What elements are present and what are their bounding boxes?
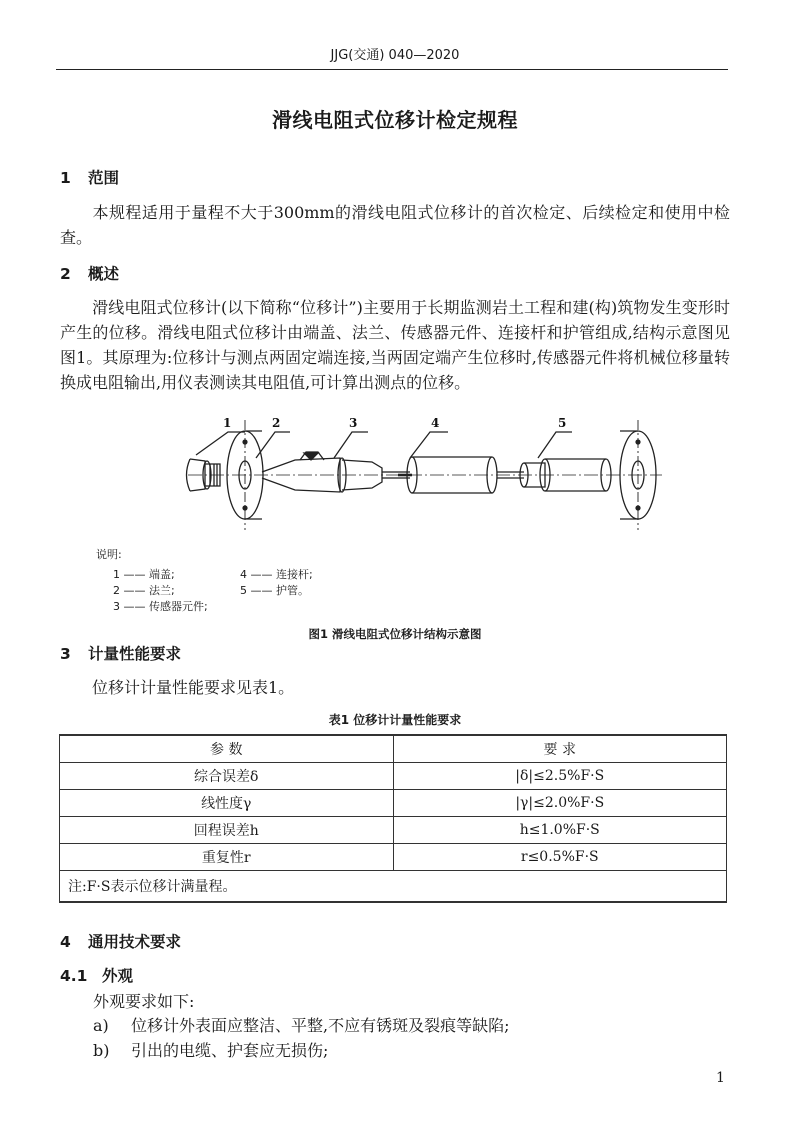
callout-2: 2 [272,416,281,430]
table-row [60,790,727,817]
leader-line-5 [538,432,572,458]
requirement-cell: r≤0.5%F·S [393,844,727,871]
list-marker: b) [93,1041,110,1060]
leader-line-3 [334,432,368,458]
list-item [93,1038,328,1063]
legend-item-3: 3 —— 传感器元件; [113,600,208,613]
table-note-row [60,871,727,903]
section-2-text: 滑线电阻式位移计(以下简称“位移计”)主要用于长期监测岩土工程和建(构)筑物发生变形时产生的位移。滑线电阻式位移计由端盖、法兰、传感器元件、连接杆和护管组成,结构示意图见图1。其原理为:位移计与测点两固定端连接,当两固定端产生位移时,传感器元件将机械位移量转换成电阻输出,用仪表测读其电阻值,可计算出测点的位移。 [60,298,730,392]
section-2-paragraph [60,295,730,395]
list-text: 位移计外表面应整洁、平整,不应有锈斑及裂痕等缺陷; [131,1016,510,1035]
section-1-title: 范围 [88,169,120,187]
figure-caption: 图1 滑线电阻式位移计结构示意图 [308,627,482,641]
page-number: 1 [716,1070,725,1086]
callout-4: 4 [431,416,440,430]
requirement-cell: |γ|≤2.0%F·S [393,790,727,817]
callout-5: 5 [558,416,567,430]
section-2-heading [60,262,119,284]
legend-title: 说明: [96,548,122,561]
param-cell: 回程误差h [60,817,394,844]
callout-3: 3 [349,416,358,430]
section-4-1-heading [60,964,133,986]
legend-item-4: 4 —— 连接杆; [240,568,313,581]
section-3-paragraph [60,675,730,700]
section-2-number: 2 [60,265,71,283]
table-header-row [60,735,727,763]
header-parameter: 参 数 [60,735,394,763]
section-4-1-number: 4.1 [60,967,88,985]
section-3-number: 3 [60,645,71,663]
requirement-cell: |δ|≤2.5%F·S [393,763,727,790]
section-1-number: 1 [60,169,71,187]
list-text: 引出的电缆、护套应无损伤; [131,1041,329,1060]
running-header: JJG(交通) 040—2020 [330,48,460,63]
table-row [60,763,727,790]
table-row [60,844,727,871]
document-title: 滑线电阻式位移计检定规程 [272,108,518,132]
section-4-1-title: 外观 [102,967,134,985]
section-3-text: 位移计计量性能要求见表1。 [92,678,295,697]
table-caption: 表1 位移计计量性能要求 [328,713,462,727]
table-row [60,817,727,844]
leader-line-4 [410,432,448,458]
section-3-heading [60,642,181,664]
section-4-heading [60,930,181,952]
section-1-paragraph [60,200,730,250]
performance-table [59,734,727,903]
section-1-text: 本规程适用于量程不大于300mm的滑线电阻式位移计的首次检定、后续检定和使用中检查。 [60,203,730,247]
requirement-cell: h≤1.0%F·S [393,817,727,844]
list-item [93,1013,509,1038]
param-cell: 线性度γ [60,790,394,817]
param-cell: 重复性r [60,844,394,871]
header-requirement: 要 求 [393,735,727,763]
callout-1: 1 [223,416,232,430]
legend-item-1: 1 —— 端盖; [113,568,175,581]
section-1-heading [60,166,119,188]
sensor-element-part [262,452,398,492]
structure-diagram [0,400,790,540]
param-cell: 综合误差δ [60,763,394,790]
list-marker: a) [93,1016,109,1035]
header-rule [56,69,728,70]
legend-item-5: 5 —— 护管。 [240,584,309,597]
section-4-1-paragraph: 外观要求如下: [93,992,195,1011]
section-3-title: 计量性能要求 [88,645,182,663]
legend-item-2: 2 —— 法兰; [113,584,175,597]
section-2-title: 概述 [88,265,120,283]
table-note: 注:F·S表示位移计满量程。 [60,871,727,903]
section-4-title: 通用技术要求 [88,933,182,951]
section-4-number: 4 [60,933,71,951]
